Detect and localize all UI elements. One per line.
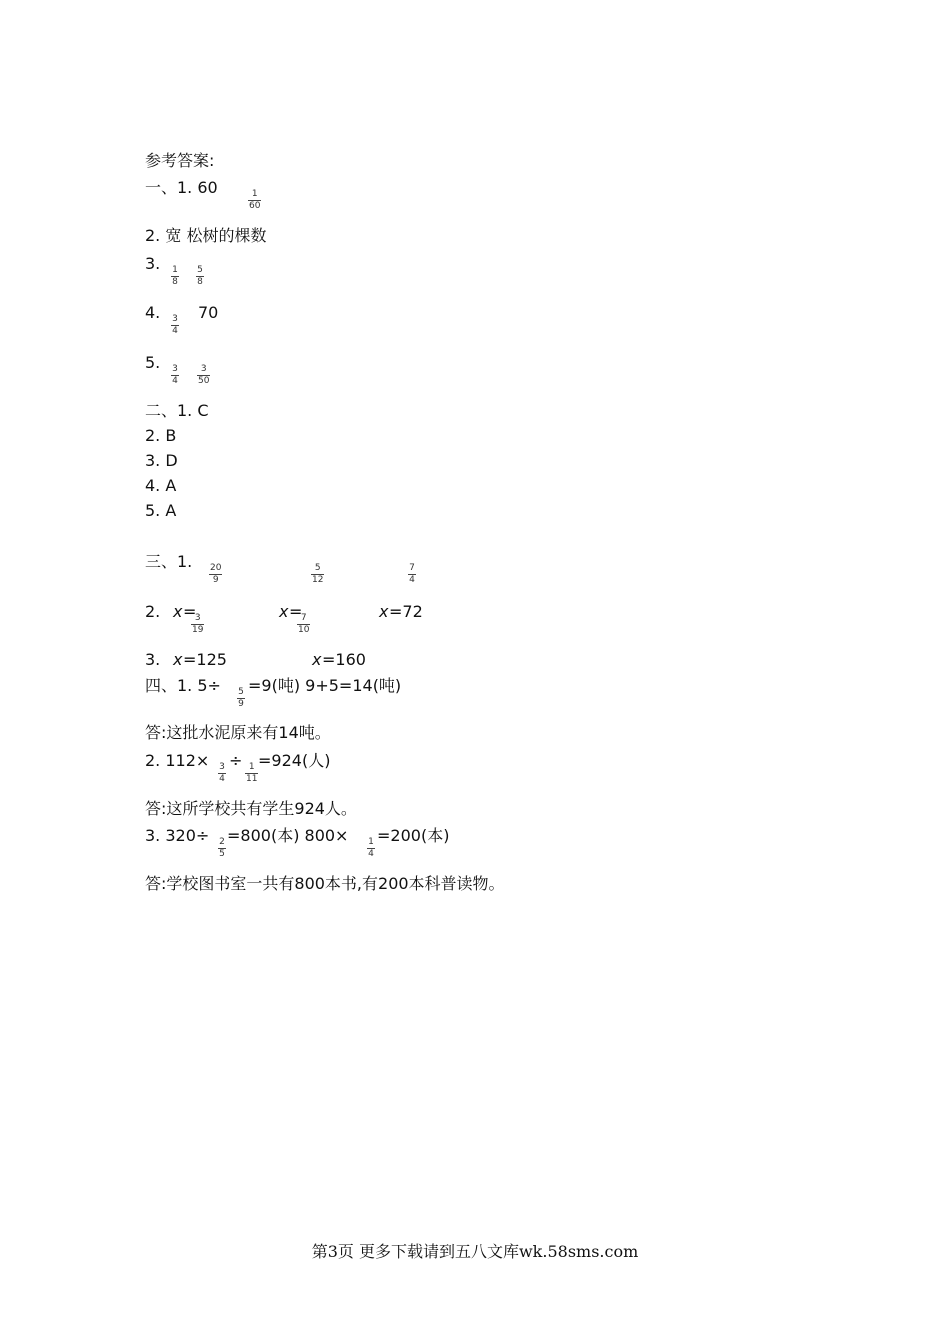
s4-l2-tail: =924(人) bbox=[258, 751, 331, 770]
frac-denominator: 10 bbox=[298, 625, 310, 635]
s4-l3-fraction-a bbox=[218, 838, 226, 859]
frac-denominator: 8 bbox=[172, 277, 178, 287]
s1-line-4: 4. bbox=[145, 303, 161, 322]
s3-l3-a-val: =125 bbox=[183, 650, 227, 669]
s3-l2-b-var: x bbox=[279, 602, 289, 621]
frac-numerator: 1 bbox=[248, 762, 255, 772]
s3-l3-b-var: x bbox=[312, 650, 322, 669]
frac-denominator: 9 bbox=[238, 699, 244, 709]
frac-denominator: 12 bbox=[312, 575, 324, 585]
s3-l1-fraction-b bbox=[311, 564, 324, 585]
s4-answer-2: 答:这所学校共有学生924人。 bbox=[145, 799, 357, 818]
s1-l5-fraction-a bbox=[171, 365, 179, 386]
s4-l3-mid: =800(本) 800× bbox=[227, 826, 349, 845]
s2-line-3: 3. D bbox=[145, 451, 178, 470]
s3-l2-a-eq: = bbox=[183, 602, 197, 621]
s3-l2-a-fraction bbox=[191, 614, 204, 635]
frac-denominator: 60 bbox=[249, 201, 261, 211]
frac-numerator: 5 bbox=[314, 563, 321, 573]
s3-l2-b-eq: = bbox=[289, 602, 303, 621]
frac-denominator: 9 bbox=[212, 575, 219, 585]
s4-l3-fraction-b bbox=[367, 838, 375, 859]
s4-answer-1: 答:这批水泥原来有14吨。 bbox=[145, 723, 331, 742]
s1-l4-tail: 70 bbox=[198, 303, 219, 322]
s3-l1-fraction-c bbox=[408, 564, 416, 585]
frac-numerator: 3 bbox=[200, 364, 207, 374]
frac-numerator: 1 bbox=[251, 189, 258, 199]
s4-line-3-head: 3. 320÷ bbox=[145, 826, 210, 845]
page-footer: 第3页 更多下载请到五八文库wk.58sms.com bbox=[311, 1242, 639, 1261]
frac-denominator: 19 bbox=[192, 625, 204, 635]
s4-l3-tail: =200(本) bbox=[377, 826, 450, 845]
frac-numerator: 20 bbox=[210, 563, 222, 573]
s1-l1-fraction bbox=[248, 190, 261, 211]
s3-line-1: 三、1. bbox=[145, 552, 193, 571]
s2-line-1: 二、1. C bbox=[145, 401, 209, 420]
s3-line-3: 3. bbox=[145, 650, 161, 669]
s4-l2-fraction-b bbox=[245, 763, 258, 784]
s3-l3-a-var: x bbox=[173, 650, 183, 669]
frac-denominator: 50 bbox=[198, 376, 210, 386]
s3-l2-c-var: x bbox=[379, 602, 389, 621]
frac-denominator: 11 bbox=[246, 774, 258, 784]
frac-numerator: 7 bbox=[300, 613, 307, 623]
s3-line-2: 2. bbox=[145, 602, 161, 621]
s1-l5-fraction-b bbox=[197, 365, 210, 386]
frac-numerator: 1 bbox=[368, 837, 374, 847]
frac-numerator: 3 bbox=[194, 613, 201, 623]
s1-line-1: 一、1. 60 bbox=[145, 178, 218, 197]
frac-denominator: 4 bbox=[219, 774, 225, 784]
frac-numerator: 3 bbox=[172, 314, 178, 324]
s3-l2-a-var: x bbox=[173, 602, 183, 621]
frac-numerator: 5 bbox=[197, 265, 203, 275]
s3-l3-b-val: =160 bbox=[322, 650, 366, 669]
frac-numerator: 1 bbox=[172, 265, 178, 275]
s1-l4-fraction bbox=[171, 315, 179, 336]
s4-line-1-head: 四、1. 5÷ bbox=[145, 676, 221, 695]
frac-numerator: 3 bbox=[172, 364, 178, 374]
frac-denominator: 8 bbox=[197, 277, 203, 287]
s1-line-3: 3. bbox=[145, 254, 161, 273]
frac-denominator: 5 bbox=[219, 849, 225, 859]
s2-line-4: 4. A bbox=[145, 476, 177, 495]
frac-denominator: 4 bbox=[172, 376, 178, 386]
s2-line-2: 2. B bbox=[145, 426, 177, 445]
frac-denominator: 4 bbox=[368, 849, 374, 859]
frac-numerator: 3 bbox=[219, 762, 225, 772]
s4-l2-fraction-a bbox=[218, 763, 226, 784]
s1-l3-fraction-b bbox=[196, 266, 204, 287]
frac-denominator: 4 bbox=[409, 575, 415, 585]
s4-l1-fraction bbox=[237, 688, 245, 709]
frac-numerator: 5 bbox=[238, 687, 244, 697]
s4-line-2-head: 2. 112× bbox=[145, 751, 210, 770]
frac-numerator: 7 bbox=[409, 563, 415, 573]
frac-numerator: 2 bbox=[219, 837, 225, 847]
s4-l1-tail: =9(吨) 9+5=14(吨) bbox=[248, 676, 402, 695]
s1-line-5: 5. bbox=[145, 353, 161, 372]
s1-line-2: 2. 宽 松树的棵数 bbox=[145, 226, 267, 245]
frac-denominator: 4 bbox=[172, 326, 178, 336]
s4-l2-mid: ÷ bbox=[229, 751, 243, 770]
s3-l2-c-val: =72 bbox=[389, 602, 423, 621]
s2-line-5: 5. A bbox=[145, 501, 177, 520]
s4-answer-3: 答:学校图书室一共有800本书,有200本科普读物。 bbox=[145, 874, 505, 893]
answer-key-heading: 参考答案: bbox=[145, 151, 215, 170]
s1-l3-fraction-a bbox=[171, 266, 179, 287]
s3-l2-b-fraction bbox=[297, 614, 310, 635]
s3-l1-fraction-a bbox=[209, 564, 222, 585]
